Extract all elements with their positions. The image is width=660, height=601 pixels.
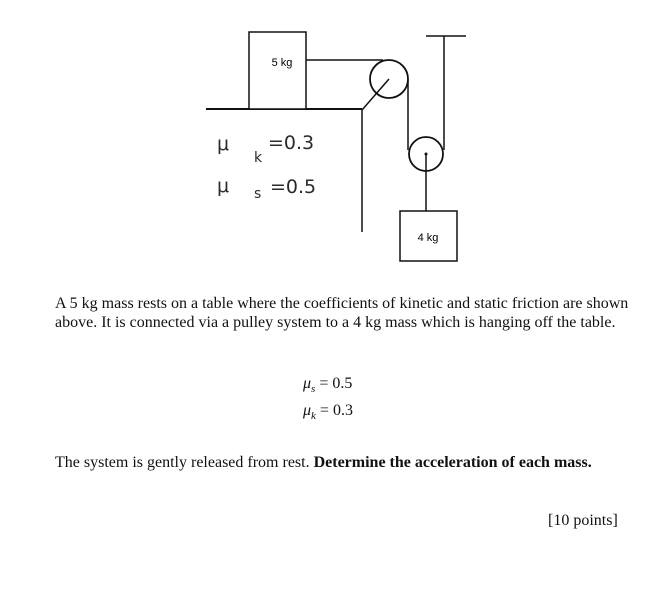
block-5kg (249, 32, 306, 109)
block-4kg-label: 4 kg (417, 232, 439, 244)
points-label: [10 points] (548, 512, 618, 529)
mu-k-value: = 0.3 (319, 402, 353, 420)
pulley-diagram (0, 0, 660, 290)
instruction-bold: Determine the acceleration of each mass. (313, 454, 592, 471)
instruction-text (55, 453, 630, 472)
equations-block (303, 373, 353, 427)
problem-statement: A 5 kg mass rests on a table where the coefficients of kinetic and static friction are shown above. It is connected via a pulley system to a 4 kg mass which is hanging off the table. (55, 295, 629, 331)
block-5kg-label: 5 kg (271, 57, 293, 69)
equation-mu-s (303, 373, 353, 400)
hand-mu-s-value: =0.5 (270, 176, 317, 198)
hand-mu-k-value: =0.3 (268, 132, 315, 154)
hand-mu-k-sub: k (254, 150, 263, 166)
mu-s-symbol: $\mu_s$ (303, 375, 316, 396)
equation-mu-k (303, 400, 353, 427)
hand-mu-s-symbol: μ (217, 175, 230, 197)
hand-mu-k-symbol: μ (217, 133, 230, 155)
hand-mu-s-sub: s (254, 186, 262, 202)
mu-s-value: = 0.5 (319, 375, 353, 392)
mu-k-symbol: $\mu_k$ (303, 402, 316, 423)
instruction-plain: The system is gently released from rest. (55, 454, 314, 471)
